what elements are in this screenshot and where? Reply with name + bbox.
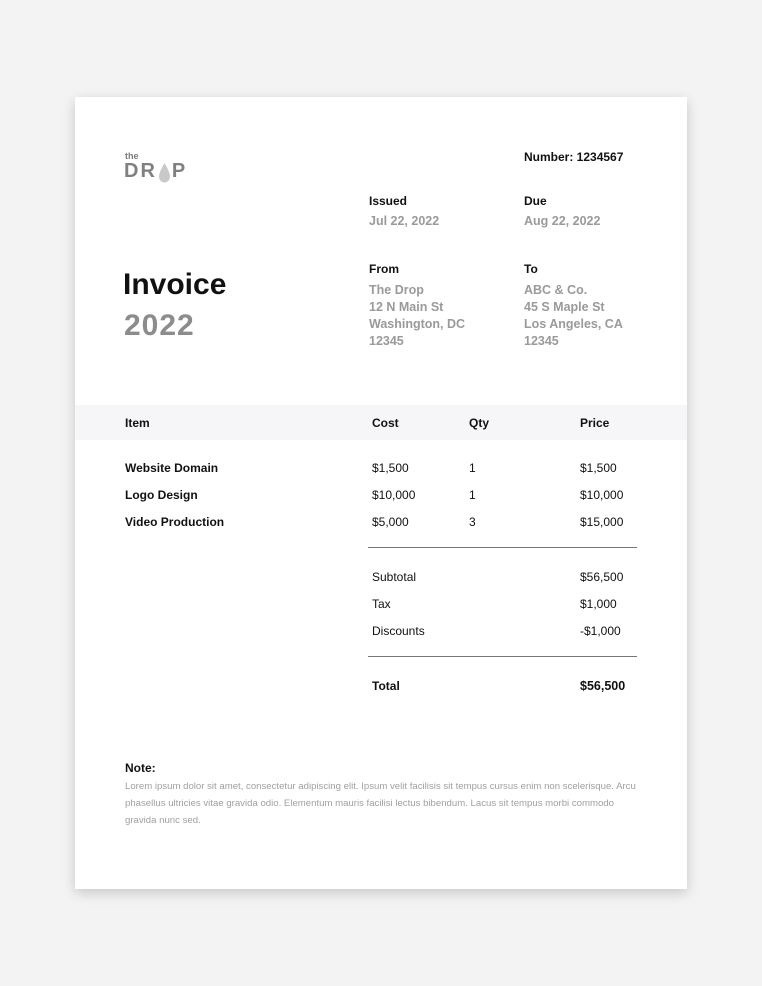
to-address xyxy=(524,282,623,350)
to-zip: 12345 xyxy=(524,334,559,348)
header-cost: Cost xyxy=(372,416,399,430)
row-price: $10,000 xyxy=(580,488,624,502)
row-cost: $1,500 xyxy=(372,461,409,475)
from-zip: 12345 xyxy=(369,334,404,348)
invoice-title: Invoice xyxy=(123,268,227,301)
divider xyxy=(368,547,637,548)
discounts-value: -$1,000 xyxy=(580,624,621,638)
logo-word-right: P xyxy=(171,160,188,182)
tax-label: Tax xyxy=(372,597,391,611)
row-cost: $5,000 xyxy=(372,515,409,529)
issued-date: Jul 22, 2022 xyxy=(369,214,440,228)
row-cost: $10,000 xyxy=(372,488,416,502)
to-label: To xyxy=(524,262,538,276)
invoice-year: 2022 xyxy=(124,309,195,342)
issued-label: Issued xyxy=(369,194,408,208)
to-name: ABC & Co. xyxy=(524,283,588,297)
row-price: $1,500 xyxy=(580,461,617,475)
from-name: The Drop xyxy=(369,283,424,297)
subtotal-value: $56,500 xyxy=(580,570,624,584)
header-item: Item xyxy=(125,416,150,430)
row-qty: 1 xyxy=(469,488,476,502)
row-item: Website Domain xyxy=(125,461,219,475)
tax-value: $1,000 xyxy=(580,597,617,611)
note-label: Note: xyxy=(125,761,156,775)
total-label: Total xyxy=(372,679,400,693)
invoice-page xyxy=(75,97,687,889)
note-text: Lorem ipsum dolor sit amet, consectetur adipiscing elit. Ipsum velit facilisis sit tempus cursus enim non scelerisque. Arcu phasellus ultricies vitae gravida odio. Elementum mauris facilisi lectus bibendum. Lacus sit tempus morbi commodo gravida nunc sed. xyxy=(125,781,636,826)
droplet-icon xyxy=(158,163,171,183)
to-street: 45 S Maple St xyxy=(524,300,605,314)
logo xyxy=(124,160,187,183)
row-item: Logo Design xyxy=(125,488,198,502)
subtotal-label: Subtotal xyxy=(372,570,417,584)
due-date: Aug 22, 2022 xyxy=(524,214,601,228)
row-qty: 1 xyxy=(469,461,476,475)
total-value: $56,500 xyxy=(580,679,626,693)
discounts-label: Discounts xyxy=(372,624,425,638)
from-city: Washington, DC xyxy=(369,317,466,331)
from-label: From xyxy=(369,262,399,276)
row-qty: 3 xyxy=(469,515,476,529)
header-price: Price xyxy=(580,416,610,430)
invoice-number: Number: 1234567 xyxy=(524,150,624,164)
divider xyxy=(368,656,637,657)
row-item: Video Production xyxy=(125,515,225,529)
row-price: $15,000 xyxy=(580,515,624,529)
to-city: Los Angeles, CA xyxy=(524,317,623,331)
header-qty: Qty xyxy=(469,416,490,430)
logo-word-left: DR xyxy=(124,160,157,182)
logo-small-text: the xyxy=(125,151,139,161)
from-street: 12 N Main St xyxy=(369,300,444,314)
from-address xyxy=(369,282,465,350)
due-label: Due xyxy=(524,194,547,208)
